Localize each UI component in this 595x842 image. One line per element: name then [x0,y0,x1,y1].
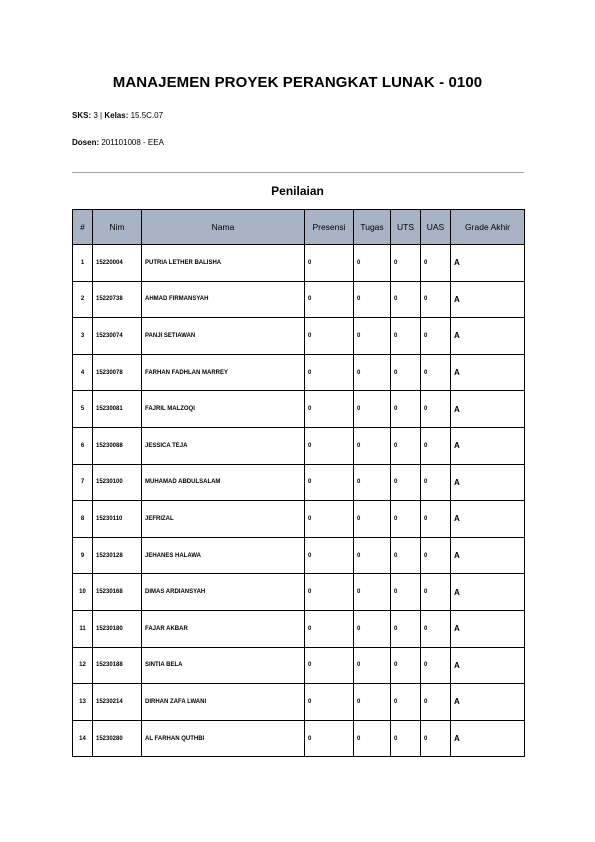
cell-nim: 15230180 [93,610,142,647]
cell-nim: 15230280 [93,720,142,757]
cell-grade-akhir: A [451,610,525,647]
cell-uts: 0 [391,684,421,721]
cell-uas: 0 [421,537,451,574]
cell-grade-akhir: A [451,391,525,428]
cell-nama: FARHAN FADHLAN MARREY [142,354,305,391]
cell-number: 5 [73,391,93,428]
cell-presensi: 0 [305,647,354,684]
cell-uas: 0 [421,354,451,391]
table-row [73,281,525,318]
cell-number: 13 [73,684,93,721]
dosen-line [72,138,164,147]
cell-tugas: 0 [354,574,391,611]
column-header-nim: Nim [93,210,142,245]
sks-value: 3 [93,111,98,120]
cell-uas: 0 [421,720,451,757]
cell-uas: 0 [421,574,451,611]
cell-presensi: 0 [305,684,354,721]
cell-nim: 15230110 [93,501,142,538]
cell-grade-akhir: A [451,318,525,355]
cell-number: 14 [73,720,93,757]
cell-grade-akhir: A [451,245,525,282]
table-row [73,464,525,501]
cell-number: 4 [73,354,93,391]
cell-grade-akhir: A [451,281,525,318]
cell-nim: 15230074 [93,318,142,355]
cell-uts: 0 [391,354,421,391]
table-row [73,684,525,721]
column-header-number: # [73,210,93,245]
cell-nim: 15220004 [93,245,142,282]
cell-number: 12 [73,647,93,684]
cell-grade-akhir: A [451,427,525,464]
cell-tugas: 0 [354,245,391,282]
cell-nama: MUHAMAD ABDULSALAM [142,464,305,501]
table-body [73,245,525,757]
cell-nim: 15230188 [93,647,142,684]
table-row [73,574,525,611]
cell-nim: 15230214 [93,684,142,721]
cell-number: 3 [73,318,93,355]
cell-number: 10 [73,574,93,611]
cell-uas: 0 [421,281,451,318]
cell-presensi: 0 [305,501,354,538]
table-row [73,647,525,684]
cell-uas: 0 [421,318,451,355]
cell-uas: 0 [421,391,451,428]
column-header-uts: UTS [391,210,421,245]
cell-uts: 0 [391,537,421,574]
column-header-tugas: Tugas [354,210,391,245]
cell-uts: 0 [391,574,421,611]
table-header-row [73,210,525,245]
cell-nama: AL FARHAN QUTHBI [142,720,305,757]
cell-tugas: 0 [354,684,391,721]
cell-tugas: 0 [354,354,391,391]
cell-uas: 0 [421,427,451,464]
cell-number: 7 [73,464,93,501]
cell-grade-akhir: A [451,464,525,501]
table-row [73,720,525,757]
separator: | [100,111,103,120]
cell-nim: 15230081 [93,391,142,428]
cell-nama: JEFRIZAL [142,501,305,538]
cell-uts: 0 [391,427,421,464]
table-row [73,245,525,282]
cell-presensi: 0 [305,427,354,464]
horizontal-divider [72,172,524,173]
cell-tugas: 0 [354,610,391,647]
cell-uas: 0 [421,245,451,282]
grades-table [72,209,525,757]
cell-uts: 0 [391,318,421,355]
cell-nama: FAJAR AKBAR [142,610,305,647]
table-row [73,354,525,391]
cell-nama: SINTIA BELA [142,647,305,684]
cell-uas: 0 [421,464,451,501]
cell-presensi: 0 [305,574,354,611]
cell-tugas: 0 [354,647,391,684]
cell-nama: DIRHAN ZAFA LWANI [142,684,305,721]
cell-number: 8 [73,501,93,538]
table-row [73,610,525,647]
cell-nama: DIMAS ARDIANSYAH [142,574,305,611]
column-header-presensi: Presensi [305,210,354,245]
cell-presensi: 0 [305,391,354,428]
cell-presensi: 0 [305,281,354,318]
cell-number: 11 [73,610,93,647]
cell-grade-akhir: A [451,354,525,391]
cell-presensi: 0 [305,610,354,647]
cell-nama: JESSICA TEJA [142,427,305,464]
cell-tugas: 0 [354,501,391,538]
cell-nama: JEHANES HALAWA [142,537,305,574]
cell-tugas: 0 [354,281,391,318]
cell-number: 6 [73,427,93,464]
cell-uts: 0 [391,464,421,501]
cell-nama: AHMAD FIRMANSYAH [142,281,305,318]
section-title: Penilaian [271,184,324,198]
cell-grade-akhir: A [451,684,525,721]
cell-nama: PUTRIA LETHER BALISHA [142,245,305,282]
table-row [73,537,525,574]
cell-uas: 0 [421,684,451,721]
cell-tugas: 0 [354,720,391,757]
cell-uas: 0 [421,501,451,538]
cell-nim: 15230088 [93,427,142,464]
cell-uts: 0 [391,501,421,538]
cell-tugas: 0 [354,464,391,501]
cell-presensi: 0 [305,245,354,282]
cell-uts: 0 [391,245,421,282]
cell-presensi: 0 [305,354,354,391]
cell-presensi: 0 [305,464,354,501]
cell-grade-akhir: A [451,647,525,684]
cell-nama: PANJI SETIAWAN [142,318,305,355]
cell-nama: FAJRIL MALZOQI [142,391,305,428]
column-header-grade-akhir: Grade Akhir [451,210,525,245]
cell-number: 9 [73,537,93,574]
cell-presensi: 0 [305,537,354,574]
cell-uts: 0 [391,281,421,318]
cell-grade-akhir: A [451,501,525,538]
cell-uts: 0 [391,647,421,684]
cell-tugas: 0 [354,537,391,574]
cell-presensi: 0 [305,720,354,757]
page-title: MANAJEMEN PROYEK PERANGKAT LUNAK - 0100 [112,74,483,91]
dosen-label: Dosen: [72,138,100,147]
column-header-uas: UAS [421,210,451,245]
dosen-value: 201101008 - EEA [101,138,164,147]
column-header-nama: Nama [142,210,305,245]
cell-tugas: 0 [354,427,391,464]
sks-label: SKS: [72,111,92,120]
table-row [73,427,525,464]
cell-nim: 15230128 [93,537,142,574]
cell-uas: 0 [421,610,451,647]
cell-nim: 15230168 [93,574,142,611]
table-row [73,318,525,355]
table-row [73,501,525,538]
cell-tugas: 0 [354,318,391,355]
cell-uas: 0 [421,647,451,684]
kelas-value: 15.5C.07 [130,111,164,120]
cell-nim: 15220738 [93,281,142,318]
kelas-label: Kelas: [104,111,129,120]
cell-grade-akhir: A [451,537,525,574]
cell-uts: 0 [391,720,421,757]
cell-tugas: 0 [354,391,391,428]
cell-nim: 15230100 [93,464,142,501]
cell-uts: 0 [391,610,421,647]
cell-grade-akhir: A [451,720,525,757]
cell-uts: 0 [391,391,421,428]
cell-number: 2 [73,281,93,318]
sks-kelas-line [72,111,163,120]
table-row [73,391,525,428]
cell-number: 1 [73,245,93,282]
cell-grade-akhir: A [451,574,525,611]
cell-nim: 15230078 [93,354,142,391]
cell-presensi: 0 [305,318,354,355]
